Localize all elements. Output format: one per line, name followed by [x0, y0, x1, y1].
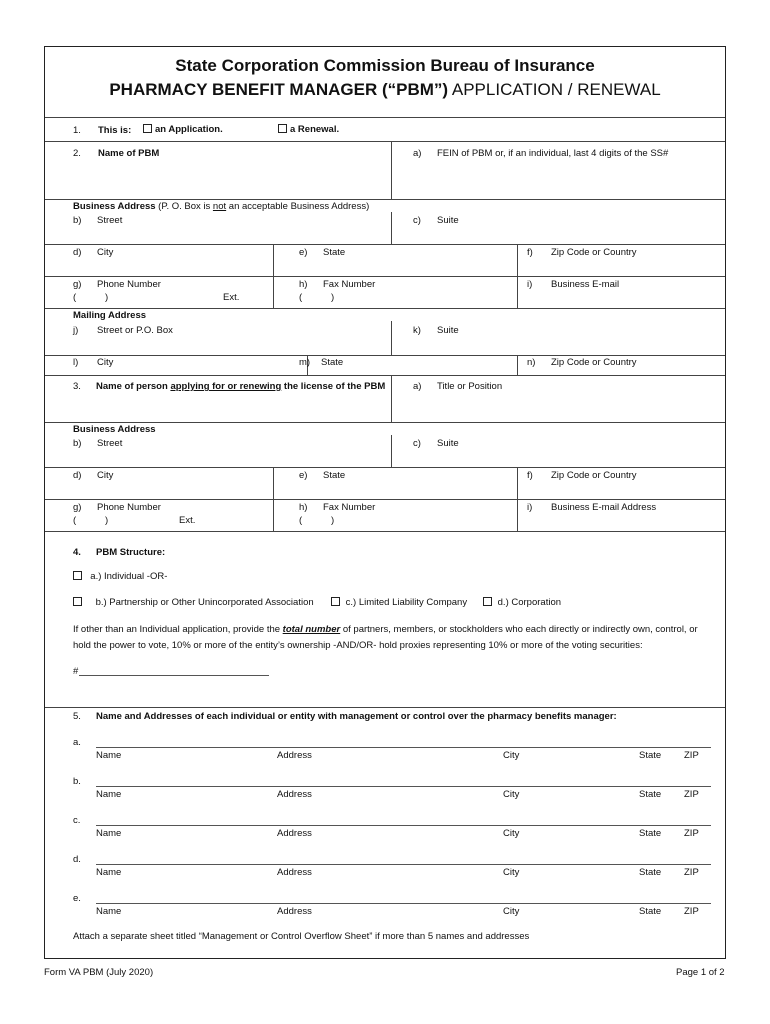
entry-zip-label: ZIP	[684, 828, 699, 839]
checkbox-icon[interactable]	[331, 597, 340, 606]
ext-label: Ext.	[223, 292, 240, 303]
form-id: Form VA PBM (July 2020)	[44, 967, 154, 978]
mailing-suite-label: Suite	[437, 325, 459, 336]
entry-letter: a.	[73, 737, 81, 748]
entry-city-label: City	[503, 906, 520, 917]
entry-input-line[interactable]	[96, 786, 711, 787]
fein-label: FEIN of PBM or, if an individual, last 4 digits of the SS#	[437, 148, 669, 159]
applicant-name-label: Name of person applying for or renewing the license of the PBM	[96, 381, 386, 392]
zip-label: Zip Code or Country	[551, 247, 637, 258]
applicant-business-address-header: Business Address	[73, 424, 156, 435]
checkbox-icon[interactable]	[143, 124, 152, 133]
entry-letter: b.	[73, 776, 81, 787]
title-position-label: Title or Position	[437, 381, 503, 392]
entry-name-label: Name	[96, 828, 122, 839]
ownership-instructions: If other than an Individual application, provide the total number of partners, members, or stockholders who each directly or indirectly own, control, or hold the power to vote, 10% or more of the entity’s ownership -AND/OR- hold proxies representing 10% or more of the voting securities:	[73, 624, 698, 651]
entry-state-label: State	[639, 867, 662, 878]
street-label: Street	[97, 215, 123, 226]
entry-address-label: Address	[277, 828, 312, 839]
checkbox-icon[interactable]	[483, 597, 492, 606]
structure-option-corporation[interactable]: d.) Corporation	[483, 597, 561, 608]
page-number: Page 1 of 2	[676, 967, 725, 978]
structure-option-llc[interactable]: c.) Limited Liability Company	[331, 597, 467, 608]
mailing-zip-label: Zip Code or Country	[551, 357, 637, 368]
entry-name-label: Name	[96, 867, 122, 878]
s1-number: 1.	[73, 125, 81, 136]
fax-label: Fax Number	[323, 279, 376, 290]
state-label: State	[323, 247, 346, 258]
hash-label: #	[73, 666, 79, 677]
entry-input-line[interactable]	[96, 864, 711, 865]
entry-address-label: Address	[277, 750, 312, 761]
ownership-count-field[interactable]	[79, 675, 269, 676]
mailing-city-label: City	[97, 357, 114, 368]
pbm-structure-label: PBM Structure:	[96, 547, 166, 558]
entry-city-label: City	[503, 828, 520, 839]
entry-zip-label: ZIP	[684, 867, 699, 878]
business-address-header: Business Address (P. O. Box is not an acceptable Business Address)	[73, 201, 370, 212]
street-po-label: Street or P.O. Box	[97, 325, 173, 336]
entry-zip-label: ZIP	[684, 750, 699, 761]
entry-letter: e.	[73, 893, 81, 904]
entry-input-line[interactable]	[96, 825, 711, 826]
phone-label: Phone Number	[97, 279, 161, 290]
entry-name-label: Name	[96, 789, 122, 800]
entry-letter: c.	[73, 815, 81, 826]
form-title: State Corporation Commission Bureau of Insurance	[175, 56, 595, 75]
entry-name-label: Name	[96, 750, 122, 761]
checkbox-icon[interactable]	[73, 597, 82, 606]
entry-state-label: State	[639, 750, 662, 761]
checkbox-icon[interactable]	[73, 571, 82, 580]
application-checkbox-option[interactable]: an Application.	[143, 124, 223, 135]
entry-zip-label: ZIP	[684, 906, 699, 917]
entry-city-label: City	[503, 789, 520, 800]
s1-label: This is:	[98, 125, 132, 136]
entry-input-line[interactable]	[96, 747, 711, 748]
overflow-note: Attach a separate sheet titled “Management or Control Overflow Sheet” if more than 5 names and addresses	[73, 931, 530, 942]
suite-label: Suite	[437, 215, 459, 226]
renewal-checkbox-option[interactable]: a Renewal.	[278, 124, 339, 135]
application-form: State Corporation Commission Bureau of Insurance PHARMACY BENEFIT MANAGER (“PBM”) APPLICATION / RENEWAL 1. This is: an Application. a Renewal. 2. Name of PBM a) FEIN of PBM or, if an individual, last 4 digits of the SS# Business Address (P. O. Box is not an acceptable Business Address) b) Street c) Suite d) City e) State f) Zip Code or Country g) Phone Number ( ) Ext. h) Fax Number ( ) i) Business E-mail Mailing Address j) Street or P.O. Box k) Suite l) City m) State n) Zip Code or Country 3. Name of person applying for or renewing the license of the PBM a) Title or Position Business Address b) Street c) Suite d) City e) State f) Zip Code or Country g) Phone Number ( ) Ext. h) Fax Number ( ) i) Business E-mail Address 4. PBM Structure: a.) Individual -OR- b.) Partnership or Other Unincorporated Association c.) Limited Liability Company d.) Corporation If other than an Individual application, provide the total number of partners, members, or stockholders who each directly or indirectly own, control, or hold the power to vote, 10% or more of the entity’s ownership -AND/OR- hold proxies representing 10% or more of the voting securities: # 5. Name and Addresses of each individual or entity with management or control over the pharmacy benefits manager: a. Name Address City State ZIP b. Name Address City State ZIP c. Name Address City State ZIP d. Name Address City State ZIP e. Name Address City State ZIP Attach a separate sheet titled “Management or Control Overflow Sheet” if more than 5 names and addresses	[44, 46, 726, 959]
entry-state-label: State	[639, 789, 662, 800]
management-label: Name and Addresses of each individual or entity with management or control over the pharmacy benefits manager:	[96, 711, 617, 722]
entry-address-label: Address	[277, 906, 312, 917]
entry-state-label: State	[639, 906, 662, 917]
entry-state-label: State	[639, 828, 662, 839]
entry-address-label: Address	[277, 789, 312, 800]
mailing-address-header: Mailing Address	[73, 310, 147, 321]
entry-city-label: City	[503, 867, 520, 878]
entry-letter: d.	[73, 854, 81, 865]
entry-address-label: Address	[277, 867, 312, 878]
structure-option-individual[interactable]: a.) Individual -OR-	[73, 571, 167, 582]
checkbox-icon[interactable]	[278, 124, 287, 133]
entry-input-line[interactable]	[96, 903, 711, 904]
email-label: Business E-mail	[551, 279, 620, 290]
entry-zip-label: ZIP	[684, 789, 699, 800]
entry-name-label: Name	[96, 906, 122, 917]
mailing-state-label: State	[321, 357, 344, 368]
city-label: City	[97, 247, 114, 258]
form-subtitle: PHARMACY BENEFIT MANAGER (“PBM”) APPLICATION / RENEWAL	[109, 80, 661, 99]
pbm-name-label: Name of PBM	[98, 148, 160, 159]
structure-option-partnership[interactable]: b.) Partnership or Other Unincorporated Association	[73, 597, 314, 608]
entry-city-label: City	[503, 750, 520, 761]
